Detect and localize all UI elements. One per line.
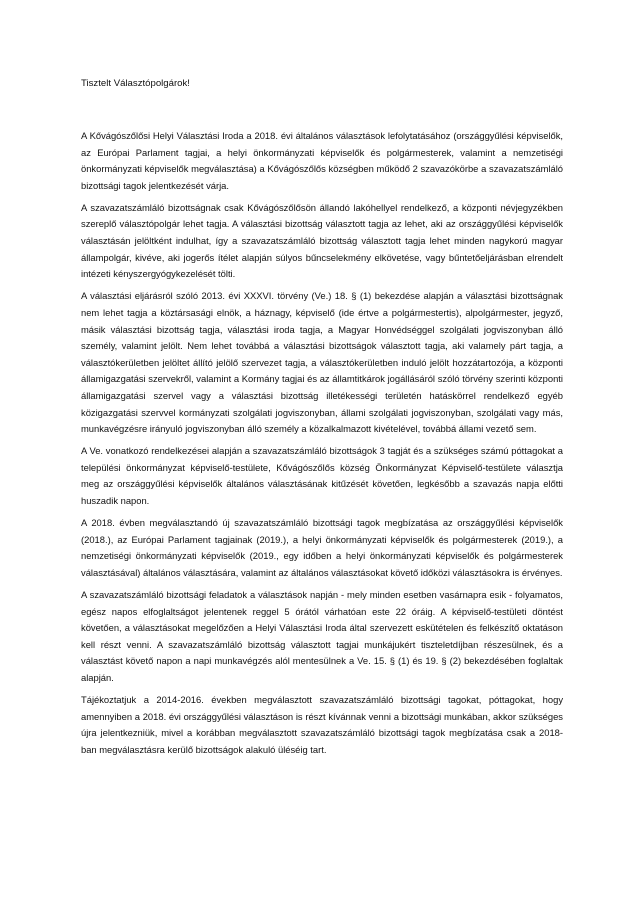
paragraph-duties: A szavazatszámláló bizottsági feladatok a választások napján - mely minden esetben vasárnapra esik - folyamatos, egész napos elfoglaltságot jelentenek reggel 5 órától várhatóan este 22 óráig. A képviselő-testületi döntést követően, a választásokat megelőzően a Helyi Választási Iroda által szervezett eskütételen és felkészítő oktatáson kell részt venni. A szavazatszámláló bizottság választott tagjai munkájukért tiszteletdíjban részesülnek, és a választást követő napon a napi munkavégzés alól mentesülnek a Ve. 15. § (1) és 19. § (2) bekezdésében foglaltak alapján. [81, 588, 563, 683]
document-body [81, 128, 563, 764]
paragraph-election-of-members: A Ve. vonatkozó rendelkezései alapján a szavazatszámláló bizottságok 3 tagját és a szükséges számú póttagokat a települési önkormányzat képviselő-testülete, Kővágószőlős község Önkormányzat Képviselő-testülete választja meg az országgyűlési képviselők általános választásának kitűzését követően, legkésőbb a szavazás napja előtti huszadik napon. [81, 445, 563, 506]
paragraph-exclusions: A választási eljárásról szóló 2013. évi XXXVI. törvény (Ve.) 18. § (1) bekezdése alapján a választási bizottságnak nem lehet tagja a köztársasági elnök, a háznagy, képviselő (ide értve a polgármestertis), alpolgármester, jegyző, másik választási bizottság tagja, választási iroda tagja, a Magyar Honvédséggel szolgálati jogviszonyban álló személy, valamint jelölt. Nem lehet továbbá a választási bizottságok választott tagja, aki valamely párt tagja, a választókerületben jelöltet állító jelölő szervezet tagja, a választókerületben induló jelölt hozzátartozója, a központi államigazgatási szervekről, valamint a Kormány tagjai és az államtitkárok jogállásáról szóló törvény szerinti központi államigazgatási szervel vagy a választási bizottság illetékességi területén hatáskörrel rendelkező egyéb közigazgatási szervvel kormányzati szolgálati jogviszonyban, állami szolgálati jogviszonyban, szolgálati vagy más, munkavégzésre irányuló jogviszonyban álló személy a közalkalmazott kivételével, továbbá állami vezető sem. [81, 290, 563, 435]
paragraph-notice: Tájékoztatjuk a 2014-2016. években megválasztott szavazatszámláló bizottsági tagokat, póttagokat, hogy amennyiben a 2018. évi országgyűlési választáson is részt kívánnak venni a bizottsági munkában, akkor szükséges újra jelentkezniük, mivel a korábban megválasztott szavazatszámláló bizottsági tagok megbízatása csak a 2018-ban megválasztásra kerülő bizottságok alakuló üléséig tart. [81, 694, 563, 755]
paragraph-intro: A Kővágószőlősi Helyi Választási Iroda a 2018. évi általános választások lefolytatásához (országgyűlési képviselők, az Európai Parlament tagjai, a helyi önkormányzati képviselők és polgármesterek, valamint a nemzetiségi önkormányzati képviselők megválasztása) a Kővágószőlős községben működő 2 szavazókörbe a szavazatszámláló bizottsági tagok jelentkezését várja. [81, 130, 563, 191]
greeting: Tisztelt Választópolgárok! [81, 78, 190, 89]
paragraph-eligibility: A szavazatszámláló bizottságnak csak Kővágószőlősön állandó lakóhellyel rendelkező, a központi névjegyzékben szereplő választópolgár lehet tagja. A választási bizottság választott tagja az lehet, aki az országgyűlési képviselők választásán jelöltként indulhat, így a szavazatszámláló bizottság választott tagja lehet minden nagykorú magyar állampolgár, kivéve, aki jogerős ítélet alapján súlyos bűncselekmény elkövetése, vagy bűntetőeljárásban elrendelt intézeti kényszergyógykezelését tölti. [81, 201, 563, 280]
paragraph-mandate: A 2018. évben megválasztandó új szavazatszámláló bizottsági tagok megbízatása az országgyűlési képviselők (2018.), az Európai Parlament tagjainak (2019.), a helyi önkormányzati képviselők és polgármesterek (2019.), a nemzetiségi önkormányzati képviselők (2019., egy időben a helyi önkormányzati képviselők és polgármesterek választásával) általános választására, valamint az általános választásokat követő időközi választásokra is érvényes. [81, 517, 563, 578]
